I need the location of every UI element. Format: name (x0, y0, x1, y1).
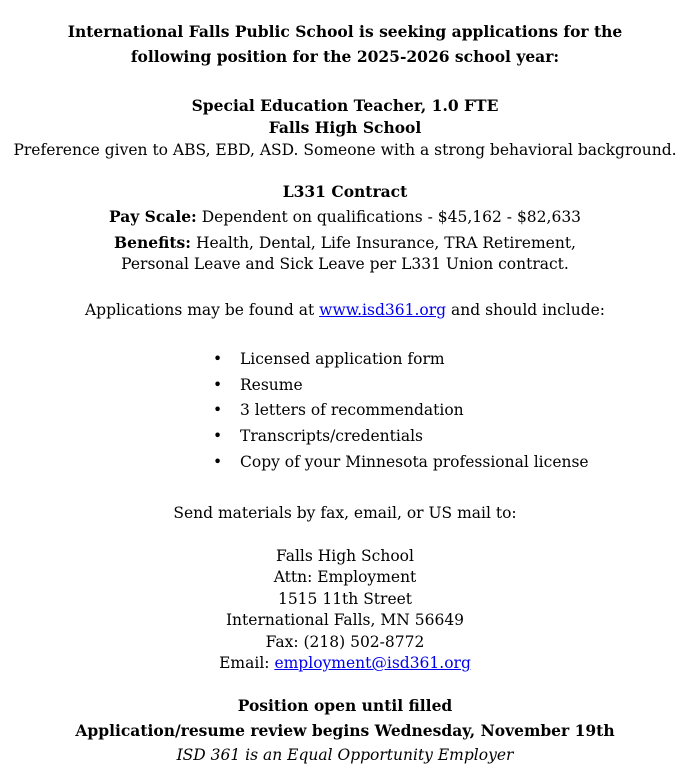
position-title: Special Education Teacher, 1.0 FTE (191, 96, 499, 115)
position-preference: Preference given to ABS, EBD, ASD. Someone with a strong behavioral background. (13, 141, 677, 159)
bullet-icon: • (213, 427, 223, 446)
send-instructions: Send materials by fax, email, or US mail to: (173, 504, 517, 522)
list-item: • 3 letters of recommendation (213, 401, 464, 420)
pay-scale (0, 207, 690, 227)
address-line-1: Falls High School (276, 547, 414, 565)
applications-suffix: and should include: (451, 301, 606, 319)
header-line-1: International Falls Public School is seeking applications for the (67, 22, 623, 41)
benefits-line-2: Personal Leave and Sick Leave per L331 Union contract. (121, 255, 569, 273)
address-line-2: Attn: Employment (273, 568, 417, 586)
position-open: Position open until filled (237, 696, 453, 715)
pay-scale-label: Pay Scale: (108, 207, 197, 226)
address-line-3: 1515 11th Street (277, 590, 413, 608)
bullet-icon: • (213, 375, 223, 394)
list-item: • Resume (213, 375, 303, 394)
list-item: • Copy of your Minnesota professional license (213, 452, 589, 471)
email-link[interactable]: employment@isd361.org (274, 654, 471, 672)
benefits-value: Health, Dental, Life Insurance, TRA Retirement, (195, 234, 576, 252)
bullet-icon: • (213, 401, 223, 420)
applications-prefix: Applications may be found at (84, 301, 315, 319)
list-item: • Transcripts/credentials (213, 427, 423, 446)
benefits (0, 233, 690, 253)
eeo-statement: ISD 361 is an Equal Opportunity Employer (176, 746, 514, 764)
header-line-2: following position for the 2025-2026 school year: (130, 47, 560, 66)
list-item: • Licensed application form (213, 350, 445, 368)
review-date: Application/resume review begins Wednesday, November 19th (75, 721, 615, 740)
bullet-icon: • (213, 452, 223, 471)
bullet-icon: • (213, 350, 223, 368)
position-school: Falls High School (268, 118, 422, 137)
contract-name: L331 Contract (282, 182, 408, 201)
email-line (0, 653, 690, 673)
fax-number: Fax: (218) 502-8772 (265, 633, 425, 651)
website-link[interactable]: www.isd361.org (319, 301, 447, 319)
email-label: Email: (219, 654, 270, 672)
benefits-label: Benefits: (114, 233, 191, 252)
pay-scale-value: Dependent on qualifications - $45,162 - $82,633 (201, 208, 582, 226)
address-line-4: International Falls, MN 56649 (225, 611, 465, 629)
applications-line (0, 300, 690, 320)
requirements-list (213, 349, 589, 477)
